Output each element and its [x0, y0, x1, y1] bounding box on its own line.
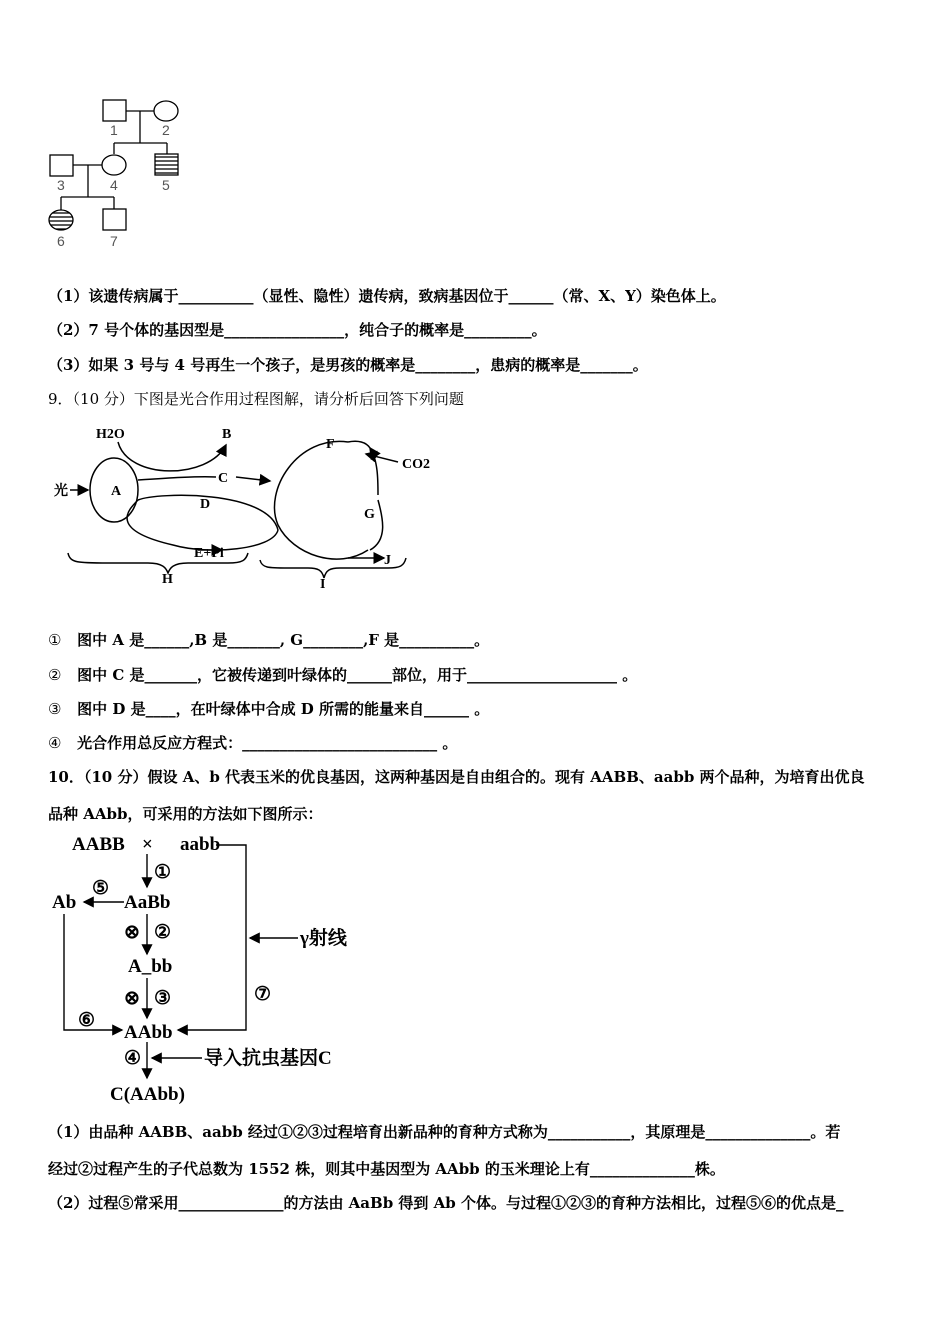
q9-item-4: ④ 光合作用总反应方程式：__________________________ 。	[48, 734, 458, 752]
q10-sub1-line-2: 经过②过程产生的子代总数为 1552 株，则其中基因型为 AAbb 的玉米理论上有______________株。	[48, 1160, 725, 1178]
label-g: G	[364, 507, 375, 522]
pedigree-label-7: 7	[110, 233, 118, 249]
label-h: H	[162, 572, 173, 587]
label-gamma: γ射线	[300, 928, 347, 949]
label-a: A	[111, 484, 122, 499]
label-b: B	[222, 427, 232, 442]
pedigree-chart	[40, 95, 200, 255]
pedigree-label-4: 4	[110, 177, 118, 193]
label-i: I	[320, 577, 326, 592]
q9-item-3: ③ 图中 D 是____，在叶绿体中合成 D 所需的能量来自______ 。	[48, 700, 490, 718]
label-insert-gene: 导入抗虫基因C	[204, 1048, 332, 1069]
label-aabb-target: AAbb	[124, 1022, 173, 1043]
label-aabb-f1: AaBb	[124, 892, 171, 913]
label-ab: Ab	[52, 892, 77, 913]
pedigree-label-2: 2	[162, 122, 170, 138]
pedigree-affected-male-5	[155, 154, 178, 175]
label-e-pi: E+Pi	[194, 546, 224, 561]
q8-line-3: （3）如果 3 号与 4 号再生一个孩子，是男孩的概率是________，患病的概率是_______。	[48, 356, 648, 374]
label-cross: ×	[142, 834, 153, 855]
q8-line-1: （1）该遗传病属于__________（显性、隐性）遗传病，致病基因位于______（常、X、Y）染色体上。	[48, 287, 726, 305]
label-j: J	[384, 553, 391, 568]
pedigree-male-1	[103, 100, 126, 121]
photosynthesis-diagram	[48, 420, 448, 595]
pedigree-female-4	[102, 155, 126, 175]
label-light: 光	[54, 484, 68, 499]
pedigree-label-5: 5	[162, 177, 170, 193]
q10-sub2-line-1: （2）过程⑤常采用______________的方法由 AaBb 得到 Ab 个体。与过程①②③的育种方法相比，过程⑤⑥的优点是_	[48, 1194, 844, 1212]
label-step5: ⑤	[92, 878, 110, 899]
q9-title: 9．（10 分）下图是光合作用过程图解，请分析后回答下列问题	[48, 390, 464, 408]
label-self2: ⊗	[124, 988, 140, 1009]
label-step7: ⑦	[254, 984, 272, 1005]
q9-item-1: ① 图中 A 是______,B 是_______, G________,F 是__________。	[48, 631, 490, 649]
label-step1: ①	[154, 862, 172, 883]
q10-sub1-line-1: （1）由品种 AABB、aabb 经过①②③过程培育出新品种的育种方式称为___________，其原理是______________。若	[48, 1123, 841, 1141]
label-co2: CO2	[402, 457, 430, 472]
q10-line-2: 品种 AAbb，可采用的方法如下图所示：	[48, 805, 323, 823]
label-c: C	[218, 471, 229, 486]
label-d: D	[200, 497, 211, 512]
label-f: F	[326, 437, 335, 452]
label-step6: ⑥	[78, 1010, 96, 1031]
label-step4: ④	[124, 1048, 142, 1069]
breeding-diagram	[48, 830, 368, 1110]
label-aabb-parent: AABB	[72, 834, 125, 855]
label-h2o: H2O	[96, 427, 125, 442]
label-result: C(AAbb)	[110, 1084, 185, 1105]
q10-line-1: 10．（10 分）假设 A、b 代表玉米的优良基因，这两种基因是自由组合的。现有 AABB、aabb 两个品种，为培育出优良	[48, 768, 865, 786]
pedigree-affected-female-6	[49, 210, 73, 230]
pedigree-male-7	[103, 209, 126, 230]
label-self1: ⊗	[124, 922, 140, 943]
label-step3: ③	[154, 988, 172, 1009]
label-a-bb: A_bb	[128, 956, 173, 977]
label-step2: ②	[154, 922, 172, 943]
pedigree-male-3	[50, 155, 73, 176]
q8-line-2: （2）7 号个体的基因型是________________，纯合子的概率是_________。	[48, 321, 547, 339]
pedigree-label-6: 6	[57, 233, 65, 249]
pedigree-label-3: 3	[57, 177, 65, 193]
label-aabb-parent2: aabb	[180, 834, 221, 855]
pedigree-female-2	[154, 101, 178, 121]
q9-item-2: ② 图中 C 是_______，它被传递到叶绿体的______部位，用于____________________ 。	[48, 666, 638, 684]
pedigree-label-1: 1	[110, 122, 118, 138]
